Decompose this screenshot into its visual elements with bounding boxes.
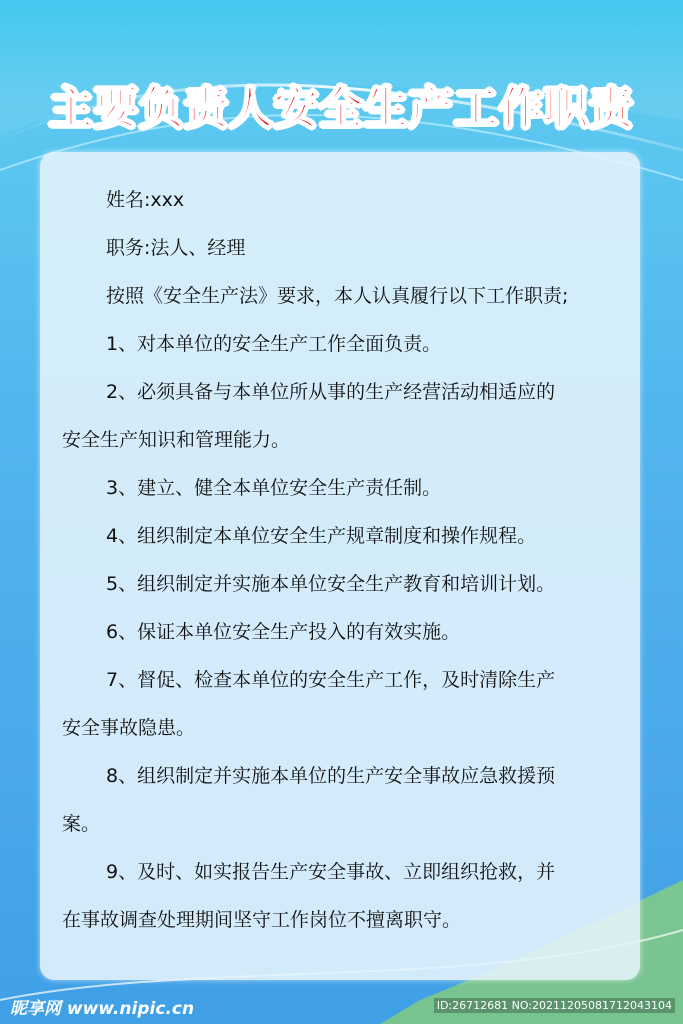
watermark-text: 昵享网 www.nipic.cn xyxy=(10,999,195,1019)
list-item: 9、及时、如实报告生产安全事故、立即组织抢救，并 xyxy=(106,861,556,883)
list-item: 在事故调查处理期间坚守工作岗位不擅离职守。 xyxy=(62,909,462,931)
list-item: 案。 xyxy=(62,813,101,835)
page-title: 主要负责人安全生产工作职责 xyxy=(49,83,634,134)
list-item: 5、组织制定并实施本单位安全生产教育和培训计划。 xyxy=(106,573,556,595)
list-item: 3、建立、健全本单位安全生产责任制。 xyxy=(106,477,442,499)
list-item: 4、组织制定本单位安全生产规章制度和操作规程。 xyxy=(106,525,537,547)
list-item: 1、对本单位的安全生产工作全面负责。 xyxy=(106,333,442,355)
duty-list xyxy=(62,176,622,944)
list-item: 2、必须具备与本单位所从事的生产经营活动相适应的 xyxy=(106,381,556,403)
list-item: 6、保证本单位安全生产投入的有效实施。 xyxy=(106,621,461,643)
list-item: 按照《安全生产法》要求，本人认真履行以下工作职责; xyxy=(106,285,569,307)
list-item: 8、组织制定并实施本单位的生产安全事故应急救援预 xyxy=(106,765,556,787)
image-id-text: ID:26712681 NO:20211205081712043104 xyxy=(434,998,675,1013)
list-item: 安全事故隐患。 xyxy=(62,717,196,739)
list-item: 7、督促、检查本单位的安全生产工作，及时清除生产 xyxy=(106,669,556,691)
list-item: 安全生产知识和管理能力。 xyxy=(62,429,291,451)
list-item: 姓名:xxx xyxy=(106,189,185,211)
list-item: 职务:法人、经理 xyxy=(106,237,246,259)
